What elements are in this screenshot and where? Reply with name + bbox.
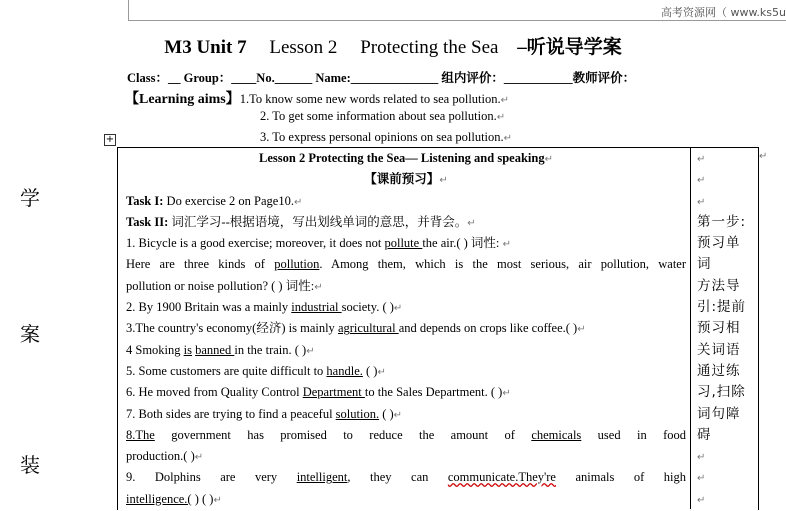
topic-name: Protecting the Sea <box>360 37 499 58</box>
aim-1: 1.To know some new words related to sea pollution. <box>239 92 501 106</box>
aim-3: 3. To express personal opinions on sea pollution.↵ <box>260 130 513 144</box>
side-note-10: 通过练 <box>697 362 741 379</box>
side-note-11: 习,扫除 <box>697 384 746 401</box>
binding-char-3: 装 <box>20 453 40 477</box>
row-end-mark: ↵ <box>759 151 768 162</box>
sentence-8b: production.( )↵ <box>126 449 204 464</box>
side-note-16: ↵ <box>697 494 707 506</box>
table-subheading: 【课前预习】↵ <box>364 172 448 187</box>
task-2: Task II: 词汇学习--根据语境，写出划线单词的意思，并背会。↵ <box>126 214 476 229</box>
title-suffix: –听说导学案 <box>517 37 622 58</box>
side-note-12: 词句障 <box>697 405 741 422</box>
course-code: M3 Unit 7 <box>164 37 247 58</box>
sentence-9b: intelligence.( ) ( )↵ <box>126 491 222 506</box>
sentence-1c: pollution or noise pollution? ( ) 词性:↵ <box>126 278 323 293</box>
sentence-1b: Here are three kinds of pollution. Among them, which is the most serious, air pollution, water <box>126 257 686 272</box>
table-side-notes <box>697 148 753 510</box>
side-note-6: 方法导 <box>697 277 741 294</box>
side-note-15: ↵ <box>697 473 707 485</box>
sentence-7: 7. Both sides are trying to find a peaceful solution. ( )↵ <box>126 406 403 421</box>
aims-heading: 【Learning aims】 <box>125 92 240 107</box>
binding-char-2: 案 <box>20 322 40 346</box>
side-note-14: ↵ <box>697 452 707 464</box>
learning-aims: 【Learning aims】1.To know some new words related to sea pollution.↵ <box>125 92 510 107</box>
sentence-8: 8.The government has promised to reduce the amount of chemicals used in food <box>126 427 686 442</box>
sentence-5: 5. Some customers are quite difficult to handle. ( )↵ <box>126 363 386 378</box>
side-note-1: ↵ <box>697 175 707 187</box>
sentence-4: 4 Smoking is banned in the train. ( )↵ <box>126 342 315 357</box>
side-note-8: 预习相 <box>697 320 741 337</box>
sentence-6: 6. He moved from Quality Control Department to the Sales Department. ( )↵ <box>126 385 511 400</box>
header-divider <box>128 20 786 21</box>
binding-char-1: 学 <box>20 186 40 210</box>
side-note-0: ↵ <box>697 154 707 165</box>
side-note-4: 预习单 <box>697 235 741 252</box>
header-divider-vertical <box>128 0 129 20</box>
sentence-2: 2. By 1900 Britain was a mainly industrial society. ( )↵ <box>126 300 403 315</box>
table-main-cell <box>126 148 686 510</box>
side-note-5: 词 <box>697 256 712 273</box>
student-info-line: Class：__ Group：____No.______ Name:______________ 组内评价：___________教师评价： <box>127 71 636 85</box>
side-note-13: 碍 <box>697 426 712 443</box>
sentence-1: 1. Bicycle is a good exercise; moreover, it does not pollute the air.( ) 词性: ↵ <box>126 236 511 251</box>
task-1: Task I: Do exercise 2 on Page10.↵ <box>126 193 303 208</box>
side-note-2: ↵ <box>697 196 707 208</box>
site-watermark: 高考资源网（ www.ks5u <box>660 6 786 19</box>
side-note-3: 第一步: <box>697 213 747 230</box>
side-note-7: 引:提前 <box>697 299 747 316</box>
table-heading: Lesson 2 Protecting the Sea— Listening and speaking↵ <box>259 151 553 165</box>
table-column-divider <box>690 147 691 509</box>
side-note-9: 关词语 <box>697 341 741 358</box>
sentence-9: 9. Dolphins are very intelligent, they can communicate.They're animals of high <box>126 470 686 485</box>
lesson-name: Lesson 2 <box>269 37 338 58</box>
aim-2: 2. To get some information about sea pollution.↵ <box>260 109 506 123</box>
table-move-handle-icon[interactable]: + <box>105 134 115 145</box>
sentence-3: 3.The country's economy(经济) is mainly agricultural and depends on crops like coffee.( )↵ <box>126 321 586 336</box>
page-title <box>0 32 786 59</box>
